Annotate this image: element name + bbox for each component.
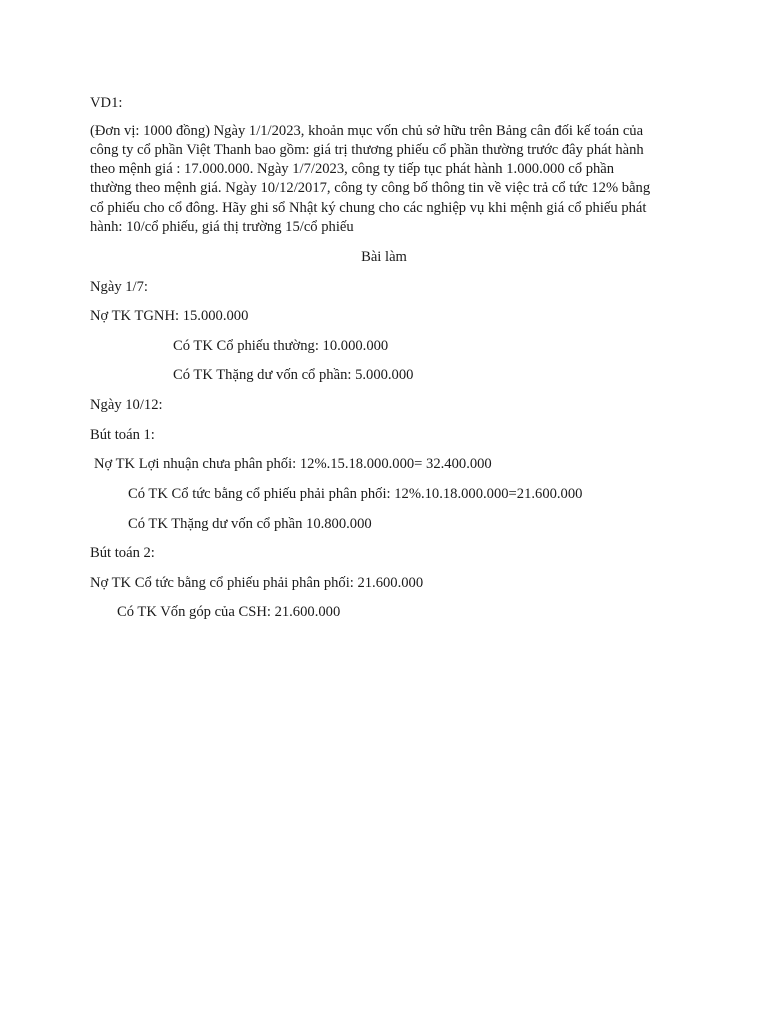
date-label: Ngày 1/7: bbox=[90, 279, 148, 295]
problem-line: cổ phiếu cho cổ đông. Hãy ghi sổ Nhật ký chung cho các nghiệp vụ khi mệnh giá cổ phiếu phát bbox=[90, 200, 647, 216]
solution-title: Bài làm bbox=[361, 249, 407, 265]
credit-entry: Có TK Cổ tức bằng cổ phiếu phải phân phối: 12%.10.18.000.000=21.600.000 bbox=[128, 486, 583, 502]
debit-entry: Nợ TK Cổ tức bằng cổ phiếu phải phân phối: 21.600.000 bbox=[90, 575, 424, 591]
date-label: Ngày 10/12: bbox=[90, 397, 163, 413]
journal-label: Bút toán 2: bbox=[90, 545, 155, 561]
example-heading: VD1: bbox=[90, 95, 123, 111]
credit-entry: Có TK Thặng dư vốn cổ phần 10.800.000 bbox=[128, 516, 372, 532]
debit-entry: Nợ TK TGNH: 15.000.000 bbox=[90, 308, 249, 324]
problem-line: theo mệnh giá : 17.000.000. Ngày 1/7/2023, công ty tiếp tục phát hành 1.000.000 cổ phần bbox=[90, 161, 615, 177]
credit-entry: Có TK Thặng dư vốn cổ phần: 5.000.000 bbox=[173, 367, 414, 383]
journal-label: Bút toán 1: bbox=[90, 427, 155, 443]
debit-entry: Nợ TK Lợi nhuận chưa phân phối: 12%.15.18.000.000= 32.400.000 bbox=[94, 456, 492, 472]
credit-entry: Có TK Cổ phiếu thường: 10.000.000 bbox=[173, 338, 389, 354]
problem-line: hành: 10/cổ phiếu, giá thị trường 15/cổ phiếu bbox=[90, 219, 354, 235]
credit-entry: Có TK Vốn góp của CSH: 21.600.000 bbox=[117, 604, 341, 620]
problem-line: (Đơn vị: 1000 đồng) Ngày 1/1/2023, khoản mục vốn chủ sở hữu trên Bảng cân đối kế toán của bbox=[90, 123, 644, 139]
problem-line: thường theo mệnh giá. Ngày 10/12/2017, công ty công bố thông tin về việc trả cổ tức 12% bằng bbox=[90, 180, 651, 196]
problem-line: công ty cổ phần Việt Thanh bao gồm: giá trị thương phiếu cổ phần thường trước đây phát hành bbox=[90, 142, 644, 158]
